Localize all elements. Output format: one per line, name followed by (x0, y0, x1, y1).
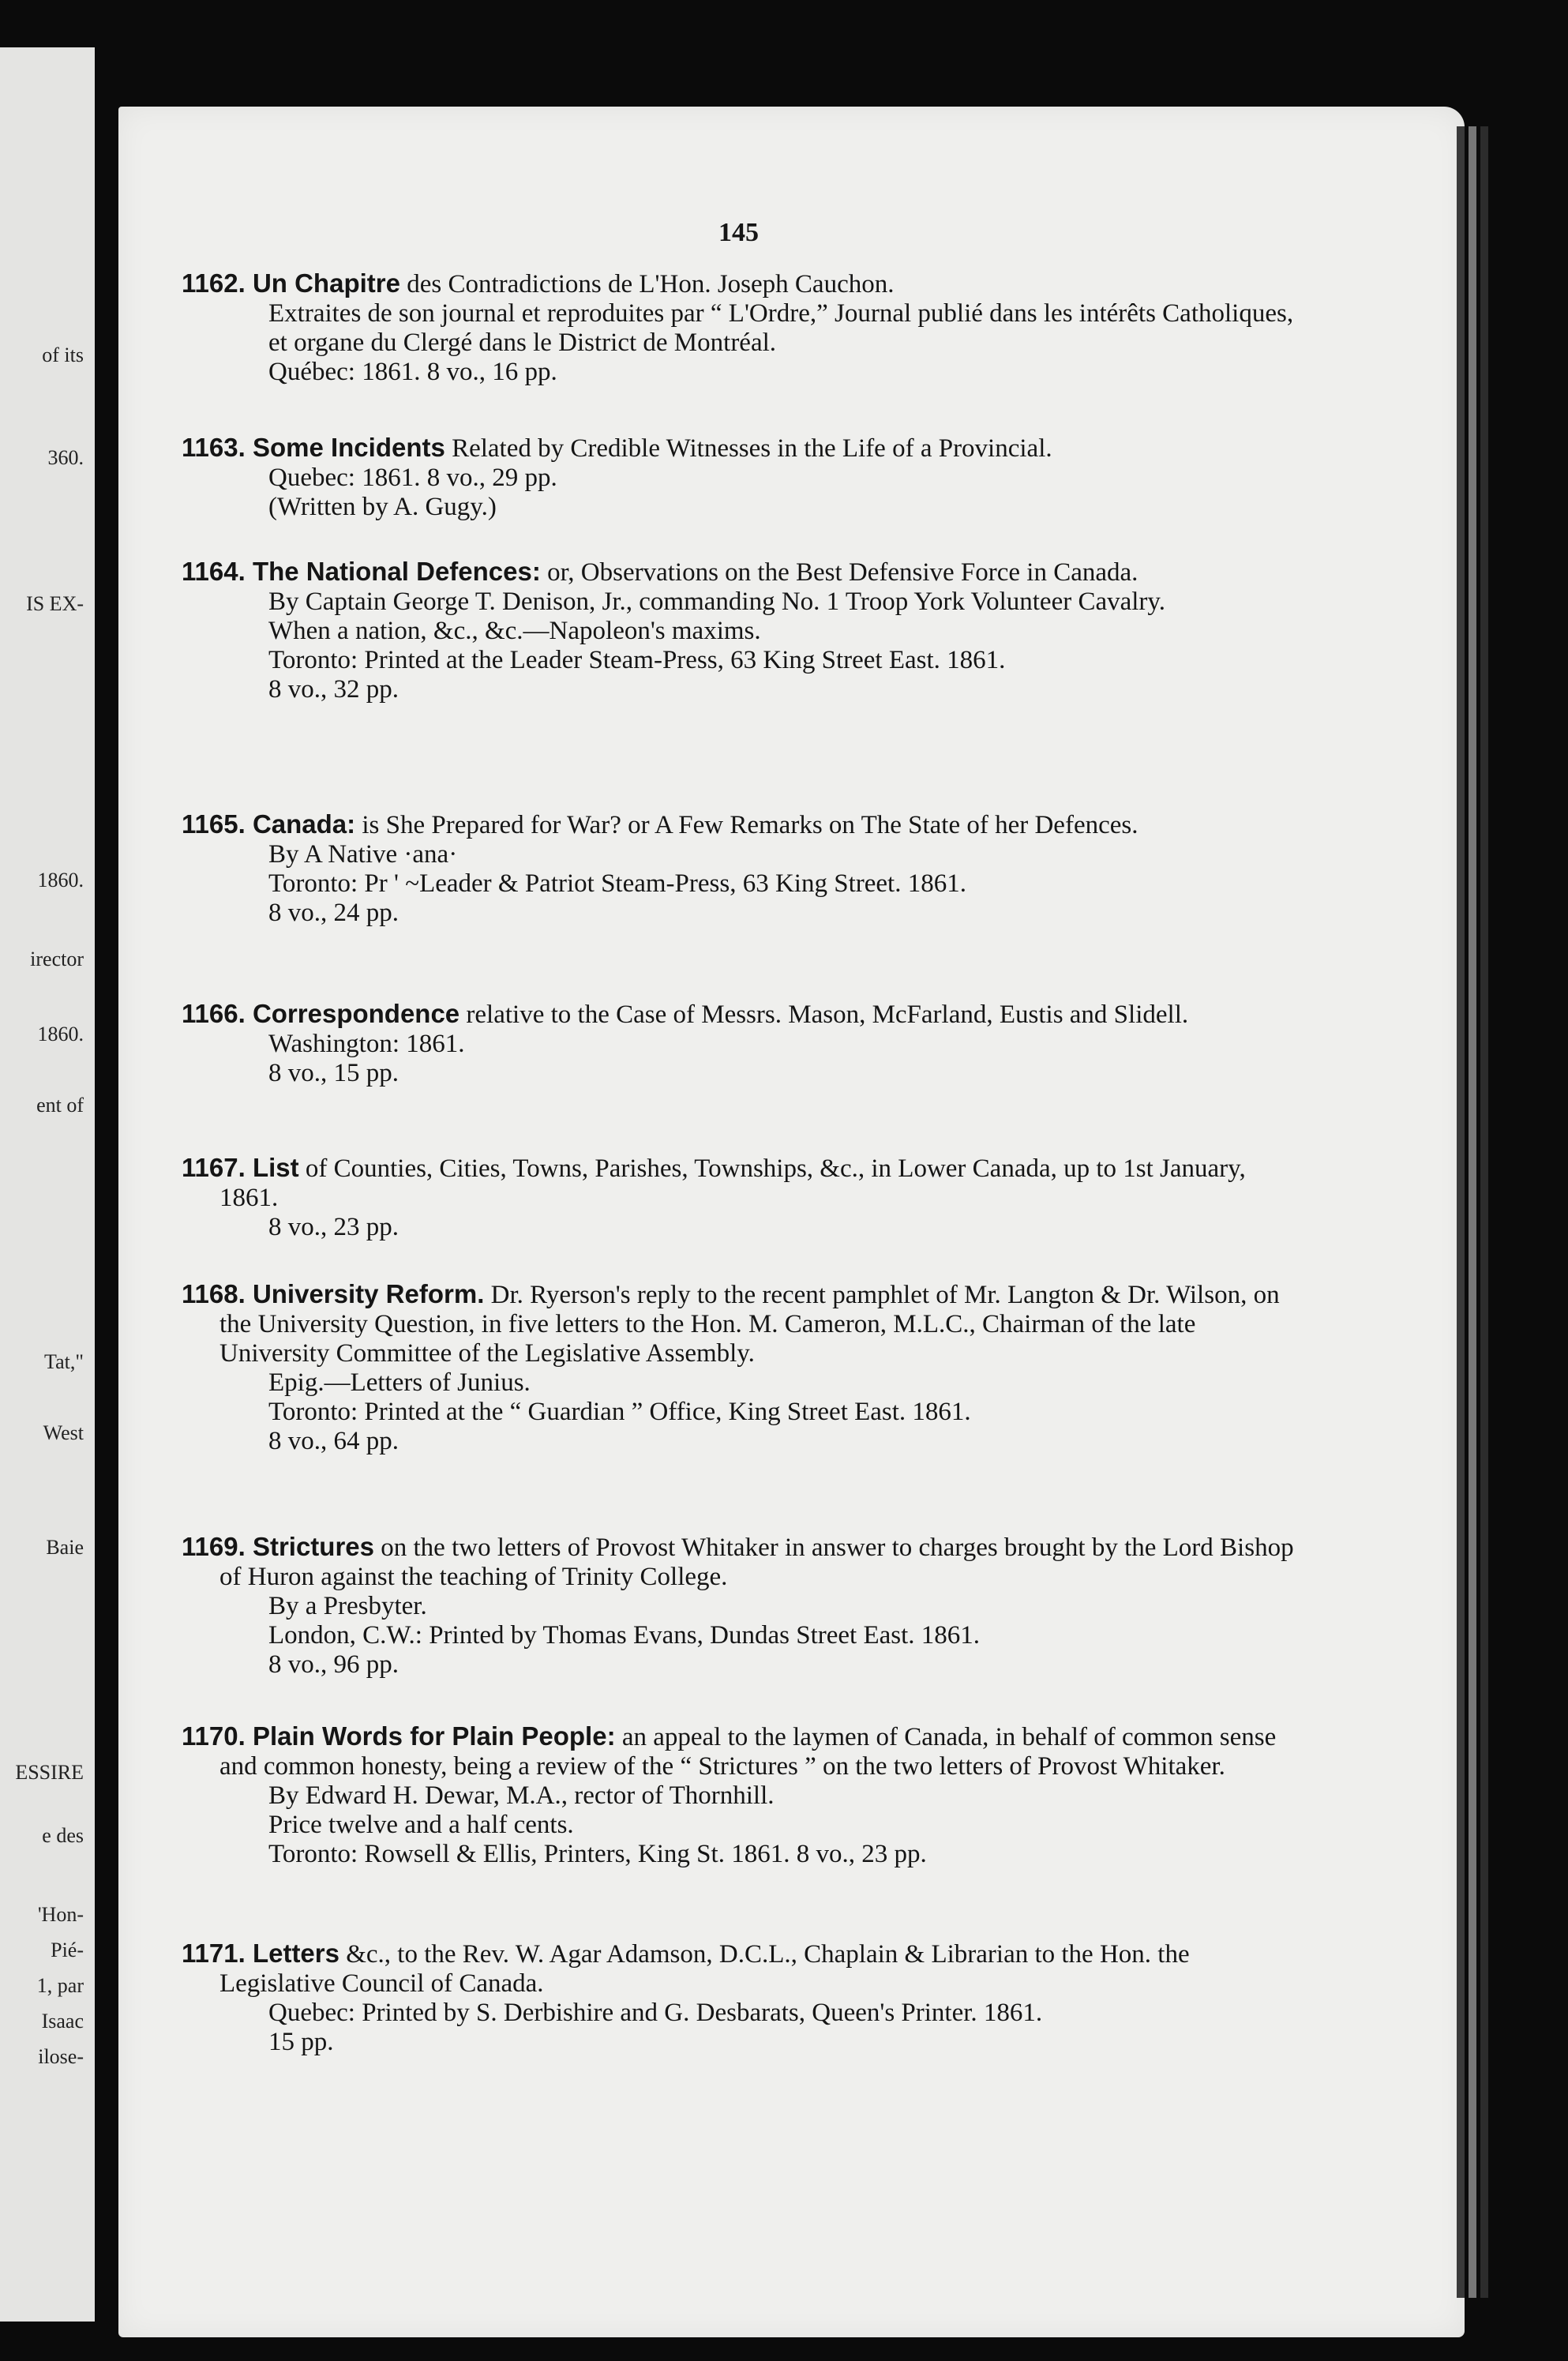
entry-title: Some Incidents (252, 433, 445, 462)
entry-heading-text: Dr. Ryerson's reply to the recent pamphlet of Mr. Langton & Dr. Wilson, on the University Question, in five letters to the Hon. M. Cameron, M.L.C., Chairman of the late University Committee of the Legislative Assembly. (219, 1281, 1280, 1368)
entry-heading-text: of Counties, Cities, Towns, Parishes, Townships, &c., in Lower Canada, up to 1st January, 1861. (219, 1154, 1246, 1212)
entry (182, 1532, 1295, 1680)
margin-fragment: 1860. (37, 1023, 84, 1045)
entry-title: Strictures (252, 1532, 374, 1561)
entry-title: University Reform. (252, 1279, 485, 1308)
entry-line: By A Native ·ana· (268, 840, 458, 869)
entry-title: Canada: (252, 809, 356, 839)
entry (182, 268, 1295, 387)
entry-title: List (252, 1153, 299, 1182)
entry-line: 8 vo., 15 pp. (268, 1059, 399, 1087)
entry-line: When a nation, &c., &c.—Napoleon's maxims. (268, 617, 761, 645)
entry (182, 1153, 1295, 1242)
margin-fragment: ilose- (38, 2045, 84, 2068)
entry-line: Quebec: Printed by S. Derbishire and G. Desbarats, Queen's Printer. 1861. (268, 1999, 1043, 2027)
entry-number: 1169. (182, 1532, 253, 1561)
entry (182, 1279, 1295, 1456)
entry-heading-text: Related by Credible Witnesses in the Life of a Provincial. (445, 434, 1052, 463)
entry-line: Toronto: Printed at the “ Guardian ” Office, King Street East. 1861. (268, 1398, 971, 1426)
entry-number: 1170. (182, 1721, 253, 1751)
entry-line: London, C.W.: Printed by Thomas Evans, Dundas Street East. 1861. (268, 1621, 981, 1650)
entry-number: 1162. (182, 268, 253, 298)
entry-number: 1168. (182, 1279, 253, 1308)
page-edge (1469, 126, 1476, 2298)
margin-fragment: ESSIRE (15, 1761, 84, 1784)
entry-title: Un Chapitre (252, 268, 400, 298)
entry-line: Toronto: Rowsell & Ellis, Printers, King St. 1861. 8 vo., 23 pp. (268, 1840, 927, 1868)
margin-fragment: 'Hon- (37, 1903, 84, 1926)
entry-line: 8 vo., 32 pp. (268, 675, 399, 704)
margin-fragment: Pié- (51, 1939, 84, 1961)
entry (182, 1939, 1295, 2057)
entry-line: 15 pp. (268, 2028, 334, 2056)
entry-title: Correspondence (252, 999, 460, 1028)
entry-heading-text: an appeal to the laymen of Canada, in behalf of common sense and common honesty, being a review of the “ Strictures ” on the two letters of Provost Whitaker. (219, 1723, 1277, 1781)
entry-line: 8 vo., 64 pp. (268, 1427, 399, 1455)
margin-fragment: Isaac (41, 2010, 84, 2033)
margin-fragment: IS EX- (26, 592, 84, 615)
entry-line: 8 vo., 24 pp. (268, 899, 399, 927)
entry-line: (Written by A. Gugy.) (268, 493, 497, 521)
entry (182, 557, 1295, 704)
facing-page-fragment (0, 47, 95, 2322)
entry-title: The National Defences: (252, 557, 541, 586)
entry-line: Québec: 1861. 8 vo., 16 pp. (268, 358, 557, 386)
entry-number: 1171. (182, 1939, 253, 1968)
entry-heading-text: on the two letters of Provost Whitaker in answer to charges brought by the Lord Bishop of Huron against the teaching of Trinity College. (219, 1533, 1294, 1591)
entry-heading-text: des Contradictions de L'Hon. Joseph Cauchon. (400, 270, 895, 298)
margin-fragment: West (43, 1421, 84, 1444)
entry-line: Washington: 1861. (268, 1030, 465, 1058)
entry-line: 8 vo., 23 pp. (268, 1213, 399, 1241)
margin-fragment: ent of (36, 1094, 84, 1117)
entry-line: Extraites de son journal et reproduites par “ L'Ordre,” Journal publié dans les intérêts Catholiques, et organe du Clergé dans le District de Montréal. (268, 299, 1294, 357)
margin-fragment: of its (42, 343, 84, 366)
entry-number: 1163. (182, 433, 253, 462)
entry-number: 1167. (182, 1153, 253, 1182)
entry-heading-text: &c., to the Rev. W. Agar Adamson, D.C.L., Chaplain & Librarian to the Hon. the Legislative Council of Canada. (219, 1940, 1190, 1998)
entry (182, 433, 1295, 522)
entry-line: Toronto: Printed at the Leader Steam-Press, 63 King Street East. 1861. (268, 646, 1006, 674)
entry-number: 1164. (182, 557, 253, 586)
entry-number: 1166. (182, 999, 253, 1028)
entry-line: 8 vo., 96 pp. (268, 1650, 399, 1679)
entry-line: Quebec: 1861. 8 vo., 29 pp. (268, 464, 557, 492)
entry-number: 1165. (182, 809, 253, 839)
entry (182, 809, 1295, 928)
entry-title: Plain Words for Plain People: (252, 1721, 616, 1751)
margin-fragment: Baie (46, 1536, 84, 1559)
entry-heading-text: or, Observations on the Best Defensive Force in Canada. (540, 558, 1138, 587)
entry-line: Epig.—Letters of Junius. (268, 1368, 531, 1397)
entry-line: By Edward H. Dewar, M.A., rector of Thornhill. (268, 1781, 775, 1810)
entry-line: By Captain George T. Denison, Jr., commanding No. 1 Troop York Volunteer Cavalry. (268, 587, 1166, 616)
entry (182, 1721, 1295, 1869)
entry (182, 999, 1295, 1088)
entry-line: By a Presbyter. (268, 1592, 427, 1620)
entry-title: Letters (252, 1939, 339, 1968)
page-number: 145 (718, 218, 759, 247)
margin-fragment: Tat," (44, 1350, 84, 1373)
margin-fragment: 1, par (36, 1974, 84, 1997)
entry-line: Toronto: Pr ' ~Leader & Patriot Steam-Press, 63 King Street. 1861. (268, 869, 966, 898)
page-edge (1457, 126, 1465, 2298)
margin-fragment: 1860. (37, 869, 84, 891)
margin-fragment: e des (42, 1824, 84, 1847)
margin-fragment: irector (30, 948, 84, 970)
page-edge (1480, 126, 1488, 2298)
entry-line: Price twelve and a half cents. (268, 1811, 574, 1839)
entry-heading-text: relative to the Case of Messrs. Mason, McFarland, Eustis and Slidell. (460, 1000, 1189, 1029)
entry-heading-text: is She Prepared for War? or A Few Remarks on The State of her Defences. (355, 811, 1138, 839)
margin-fragment: 360. (47, 446, 84, 469)
